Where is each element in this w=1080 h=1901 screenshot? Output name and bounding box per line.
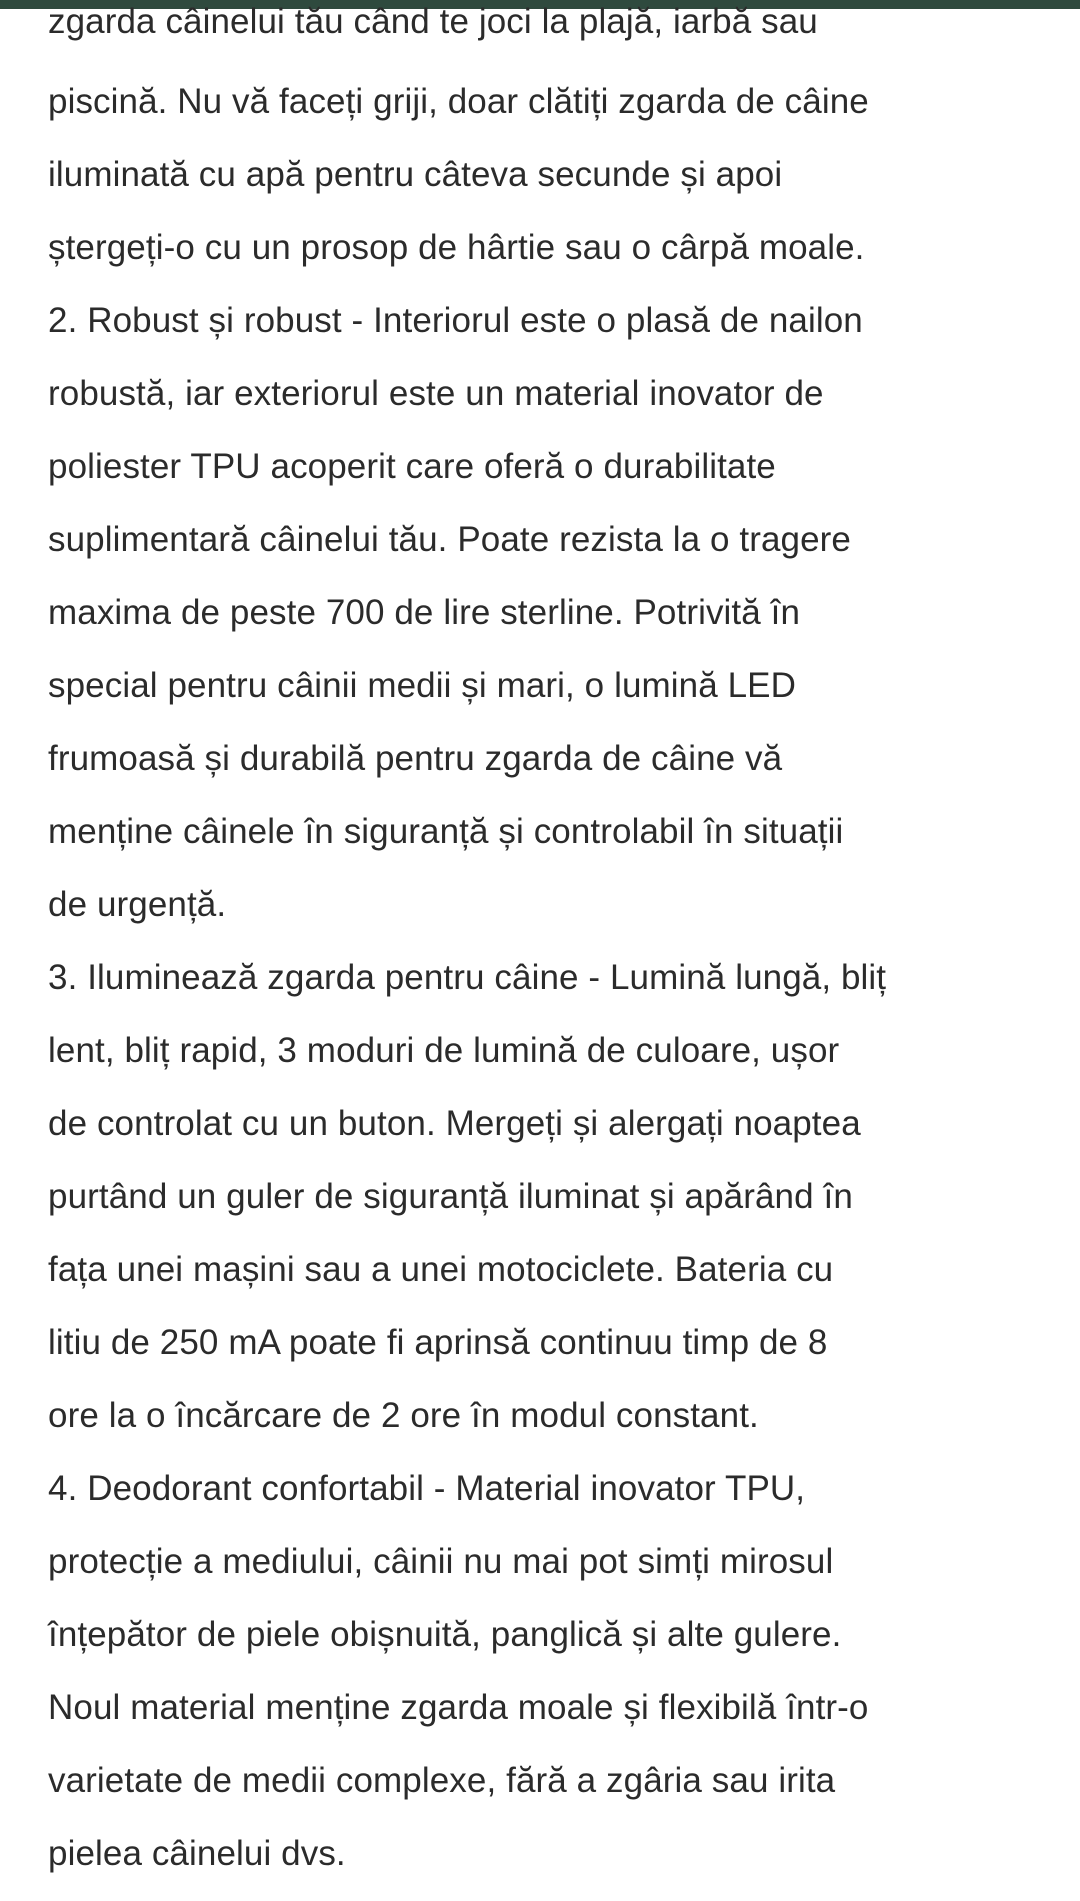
text-line: 3. Iluminează zgarda pentru câine - Lumină lungă, bliț <box>48 958 887 997</box>
text-line: protecție a mediului, câinii nu mai pot simți mirosul <box>48 1542 834 1581</box>
text-line: zgarda câinelui tău când te joci la plajă, iarbă sau <box>48 2 818 41</box>
text-line: de controlat cu un buton. Mergeți și alergați noaptea <box>48 1104 861 1143</box>
text-line: pielea câinelui dvs. <box>48 1834 346 1873</box>
text-line: de urgență. <box>48 885 227 924</box>
text-line: lent, bliț rapid, 3 moduri de lumină de culoare, ușor <box>48 1031 840 1070</box>
text-line: fața unei mașini sau a unei motociclete. Bateria cu <box>48 1250 834 1289</box>
text-line: 4. Deodorant confortabil - Material inovator TPU, <box>48 1469 806 1508</box>
text-line: varietate de medii complexe, fără a zgâria sau irita <box>48 1761 836 1800</box>
text-line: ștergeți-o cu un prosop de hârtie sau o cârpă moale. <box>48 228 865 267</box>
text-line: Noul material menține zgarda moale și flexibilă într-o <box>48 1688 869 1727</box>
text-line: 2. Robust și robust - Interiorul este o plasă de nailon <box>48 301 863 340</box>
text-line: special pentru câinii medii și mari, o lumină LED <box>48 666 796 705</box>
text-line: piscină. Nu vă faceți griji, doar clătiți zgarda de câine <box>48 82 869 121</box>
text-line: înțepător de piele obișnuită, panglică și alte gulere. <box>48 1615 842 1654</box>
text-line: frumoasă și durabilă pentru zgarda de câine vă <box>48 739 783 778</box>
text-line: poliester TPU acoperit care oferă o durabilitate <box>48 447 776 486</box>
text-line: menține câinele în siguranță și controlabil în situații <box>48 812 844 851</box>
text-line: suplimentară câinelui tău. Poate rezista la o tragere <box>48 520 851 559</box>
text-line: purtând un guler de siguranță iluminat și apărând în <box>48 1177 853 1216</box>
text-line: ore la o încărcare de 2 ore în modul constant. <box>48 1396 759 1435</box>
text-line: iluminată cu apă pentru câteva secunde și apoi <box>48 155 783 194</box>
text-line: maxima de peste 700 de lire sterline. Potrivită în <box>48 593 801 632</box>
text-line: robustă, iar exteriorul este un material inovator de <box>48 374 824 413</box>
text-line: litiu de 250 mA poate fi aprinsă continuu timp de 8 <box>48 1323 828 1362</box>
